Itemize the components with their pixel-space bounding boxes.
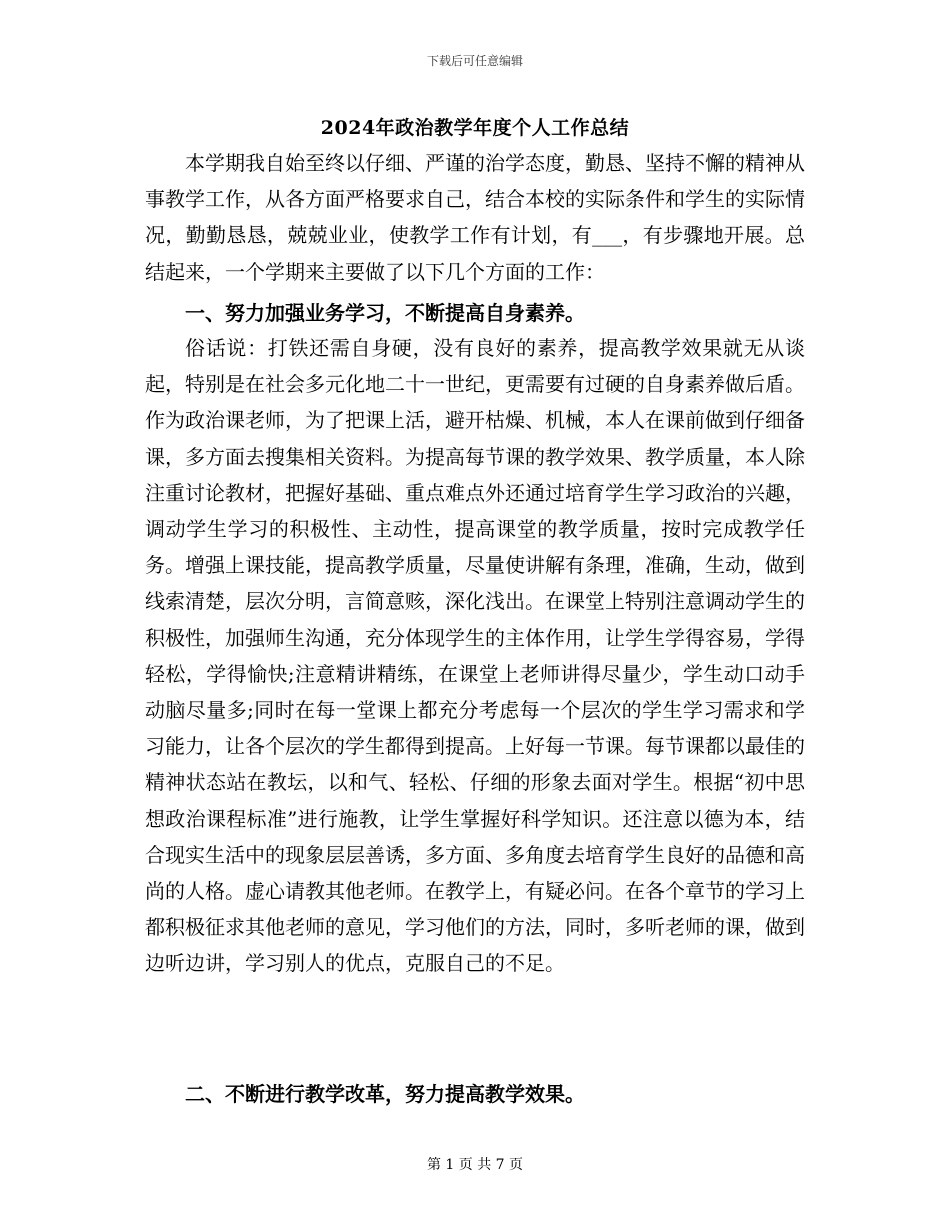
- page-title: 2024年政治教学年度个人工作总结: [320, 117, 630, 139]
- section-heading-2: 二、不断进行教学改革，努力提高教学效果。: [185, 1082, 585, 1106]
- page-number: 第 1 页 共 7 页: [426, 1157, 524, 1173]
- section-1-paragraph: 俗话说：打铁还需自身硬，没有良好的素养，提高教学效果就无从谈起，特别是在社会多元化地二十一世纪，更需要有过硬的自身素养做后盾。作为政治课老师，为了把课上活，避开枯燥、机械，本人在课前做到仔细备课，多方面去搜集相关资料。为提高每节课的教学效果、教学质量，本人除注重讨论教材，把握好基础、重点难点外还通过培育学生学习政治的兴趣，调动学生学习的积极性、主动性，提高课堂的教学质量，按时完成教学任务。增强上课技能，提高教学质量，尽量使讲解有条理，准确，生动，做到线索清楚，层次分明，言简意赅，深化浅出。在课堂上特别注意调动学生的积极性，加强师生沟通，充分体现学生的主体作用，让学生学得容易，学得轻松，学得愉快;注意精讲精练，在课堂上老师讲得尽量少，学生动口动手动脑尽量多;同时在每一堂课上都充分考虑每一个层次的学生学习需求和学习能力，让各个层次的学生都得到提高。上好每一节课。每节课都以最佳的精神状态站在教坛，以和气、轻松、仔细的形象去面对学生。根据“初中思想政治课程标准”进行施教，让学生掌握好科学知识。还注意以德为本，结合现实生活中的现象层层善诱，多方面、多角度去培育学生良好的品德和高尚的人格。虚心请教其他老师。在教学上，有疑必问。在各个章节的学习上都积极征求其他老师的意见，学习他们的方法，同时，多听老师的课，做到边听边讲，学习别人的优点，克服自己的不足。: [145, 336, 805, 976]
- section-heading-1: 一、努力加强业务学习，不断提高自身素养。: [185, 301, 585, 325]
- intro-paragraph: 本学期我自始至终以仔细、严谨的治学态度，勤恳、坚持不懈的精神从事教学工作，从各方面严格要求自己，结合本校的实际条件和学生的实际情况，勤勤恳恳，兢兢业业，使教学工作有计划，有___，有步骤地开展。总结起来，一个学期来主要做了以下几个方面的工作：: [145, 151, 805, 284]
- download-note: 下载后可任意编辑: [426, 54, 523, 68]
